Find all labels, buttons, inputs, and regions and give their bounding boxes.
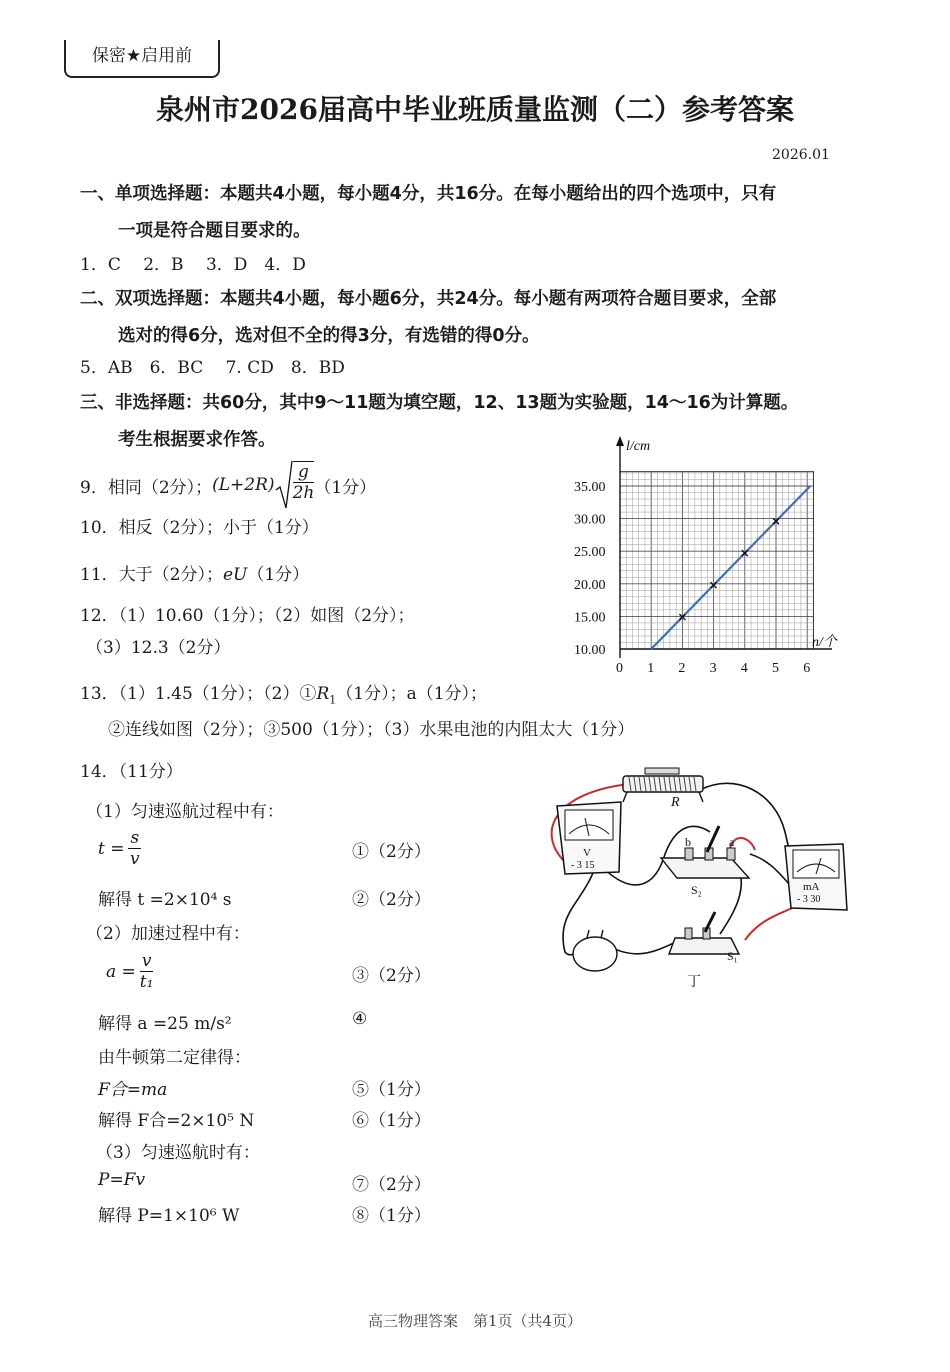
q14-eq1-lhs: t = — [98, 838, 125, 859]
page-footer: 高三物理答案 第1页（共4页） — [367, 1312, 583, 1330]
q14-eq2: 解得 t =2×10⁴ s — [98, 890, 232, 910]
q14-eq1-fraction — [128, 828, 141, 869]
q14-eq5-mark: ⑤（1分） — [352, 1080, 431, 1100]
section2-heading: 二、双项选择题：本题共4小题，每小题6分，共24分。每小题有两项符合题目要求，全部 — [80, 289, 777, 309]
switch-s2-terminal-b: b — [685, 835, 691, 849]
y-tick-label: 30.00 — [574, 512, 606, 528]
milliammeter-label: mA — [803, 881, 820, 893]
q12-line1: 12．（1）10.60（1分）；（2）如图（2分）； — [80, 606, 415, 626]
q14-eq3-mark: ③（2分） — [352, 966, 431, 986]
x-tick-label: 4 — [740, 661, 748, 676]
y-tick-label: 10.00 — [574, 643, 606, 658]
q14-eq1-den: v — [130, 849, 140, 869]
q13-part-a: 13．（1）1.45（1分）；（2）① — [80, 684, 317, 704]
y-tick-label: 25.00 — [574, 545, 606, 561]
q14-eq5: F合=ma — [98, 1080, 168, 1100]
q14-eq3-fraction — [140, 951, 154, 992]
x-tick-label: 6 — [803, 661, 811, 676]
switch-s2-label: S₂ — [691, 883, 702, 897]
q14-eq1-num: s — [130, 828, 140, 848]
x-tick-label: 0 — [616, 661, 623, 676]
rheostat — [623, 768, 703, 810]
q11-answer — [80, 560, 309, 585]
q11-part-c: （1分） — [247, 565, 310, 585]
graph-grid — [620, 472, 813, 649]
y-axis-label: l/cm — [626, 439, 651, 454]
q13-part-b: （1分）；a（1分）； — [336, 684, 488, 704]
section2-heading-cont: 选对的得6分，选对但不全的得3分，有选错的得0分。 — [118, 326, 540, 346]
q14-eq3-num: v — [140, 951, 154, 972]
q14-eq7: P=Fv — [98, 1170, 146, 1190]
x-tick-labels — [616, 661, 810, 676]
voltmeter — [557, 802, 621, 874]
y-tick-label: 15.00 — [574, 610, 606, 626]
q14-heading: 14．（11分） — [80, 762, 183, 782]
voltmeter-terminals: - 3 15 — [571, 860, 595, 871]
q14-eq1 — [98, 828, 141, 869]
x-tick-label: 5 — [772, 661, 779, 676]
x-tick-label: 1 — [647, 661, 655, 676]
q9-expression: (L+2R) — [212, 475, 275, 495]
q14-eq6: 解得 F合=2×10⁵ N — [98, 1111, 255, 1131]
circuit-diagram — [535, 762, 855, 994]
exam-date: 2026.01 — [772, 147, 830, 163]
y-axis-arrow-icon — [616, 436, 624, 446]
q12-line2: （3）12.3（2分） — [86, 638, 231, 658]
q14-eq3-den: t₁ — [139, 972, 154, 992]
q14-part2: （2）加速过程中有： — [86, 924, 250, 944]
q14-eq3-lhs: a = — [106, 961, 136, 982]
q9-numerator: g — [293, 462, 315, 483]
milliammeter — [785, 844, 847, 910]
milliammeter-terminals: - 3 30 — [797, 894, 821, 905]
q9-part-a: 9．相同（2分）； — [80, 477, 213, 498]
q14-newton-law: 由牛顿第二定律得： — [98, 1048, 251, 1068]
length-vs-n-graph — [570, 432, 840, 682]
q13-line2: ②连线如图（2分）；③500（1分）；（3）水果电池的内阻太大（1分） — [108, 720, 635, 740]
q14-eq2-mark: ②（2分） — [352, 890, 431, 910]
q14-eq6-mark: ⑥（1分） — [352, 1111, 431, 1131]
y-tick-labels — [574, 480, 606, 658]
q14-eq3 — [106, 951, 153, 992]
q14-part1: （1）匀速巡航过程中有： — [86, 802, 284, 822]
wire-s1-to-s2 — [720, 872, 741, 934]
section3-heading-cont: 考生根据要求作答。 — [118, 430, 276, 450]
section1-heading: 一、单项选择题：本题共4小题，每小题4分，共16分。在每小题给出的四个选项中，只有 — [80, 184, 777, 204]
q9-fraction — [293, 461, 315, 510]
switch-s2-terminal-a: a — [729, 835, 735, 849]
q14-eq7-mark: ⑦（2分） — [352, 1175, 431, 1195]
section2-answers: 5．AB 6．BC 7. CD 8．BD — [80, 358, 345, 378]
section1-heading-cont: 一项是符合题目要求的。 — [118, 221, 311, 241]
fit-line — [651, 486, 810, 649]
q9-answer — [80, 460, 376, 510]
q14-eq4: 解得 a =25 m/s² — [98, 1014, 232, 1034]
x-tick-label: 3 — [709, 661, 717, 676]
fruit-battery-icon — [573, 930, 617, 971]
page-title: 泉州市2026届高中毕业班质量监测（二）参考答案 — [156, 93, 794, 126]
x-tick-label: 2 — [678, 661, 686, 676]
q14-eq4-mark: ④ — [352, 1009, 368, 1029]
figure-label: 丁 — [687, 975, 701, 990]
q13-line1 — [80, 679, 487, 706]
sqrt-icon — [275, 460, 293, 510]
q13-resistor-sub: 1 — [329, 693, 337, 707]
y-tick-label: 35.00 — [574, 480, 606, 495]
q14-eq8: 解得 P=1×10⁶ W — [98, 1206, 240, 1226]
rheostat-label: R — [671, 795, 680, 810]
confidential-badge: 保密★启用前 — [64, 40, 220, 78]
q14-eq8-mark: ⑧（1分） — [352, 1206, 431, 1226]
q9-denominator: 2h — [292, 483, 315, 503]
section1-answers: 1．C 2．B 3．D 4．D — [80, 255, 306, 275]
voltmeter-label: V — [583, 847, 591, 859]
switch-s1-label: S₁ — [727, 949, 738, 963]
y-tick-label: 20.00 — [574, 577, 606, 593]
q14-eq1-mark: ①（2分） — [352, 842, 431, 862]
q14-part3: （3）匀速巡航时有： — [96, 1143, 260, 1163]
q9-part-c: （1分） — [314, 477, 377, 498]
q10-answer: 10．相反（2分）；小于（1分） — [80, 518, 319, 538]
q11-part-a: 11．大于（2分）； — [80, 565, 223, 585]
q11-symbol: eU — [222, 565, 248, 585]
section3-heading: 三、非选择题：共60分，其中9～11题为填空题，12、13题为实验题，14～16为计算题。 — [80, 393, 799, 413]
q13-resistor: R — [316, 684, 330, 704]
x-axis-label: n/个 — [812, 635, 837, 650]
sqrt-symbol — [275, 460, 315, 510]
grid-frame — [620, 472, 813, 649]
